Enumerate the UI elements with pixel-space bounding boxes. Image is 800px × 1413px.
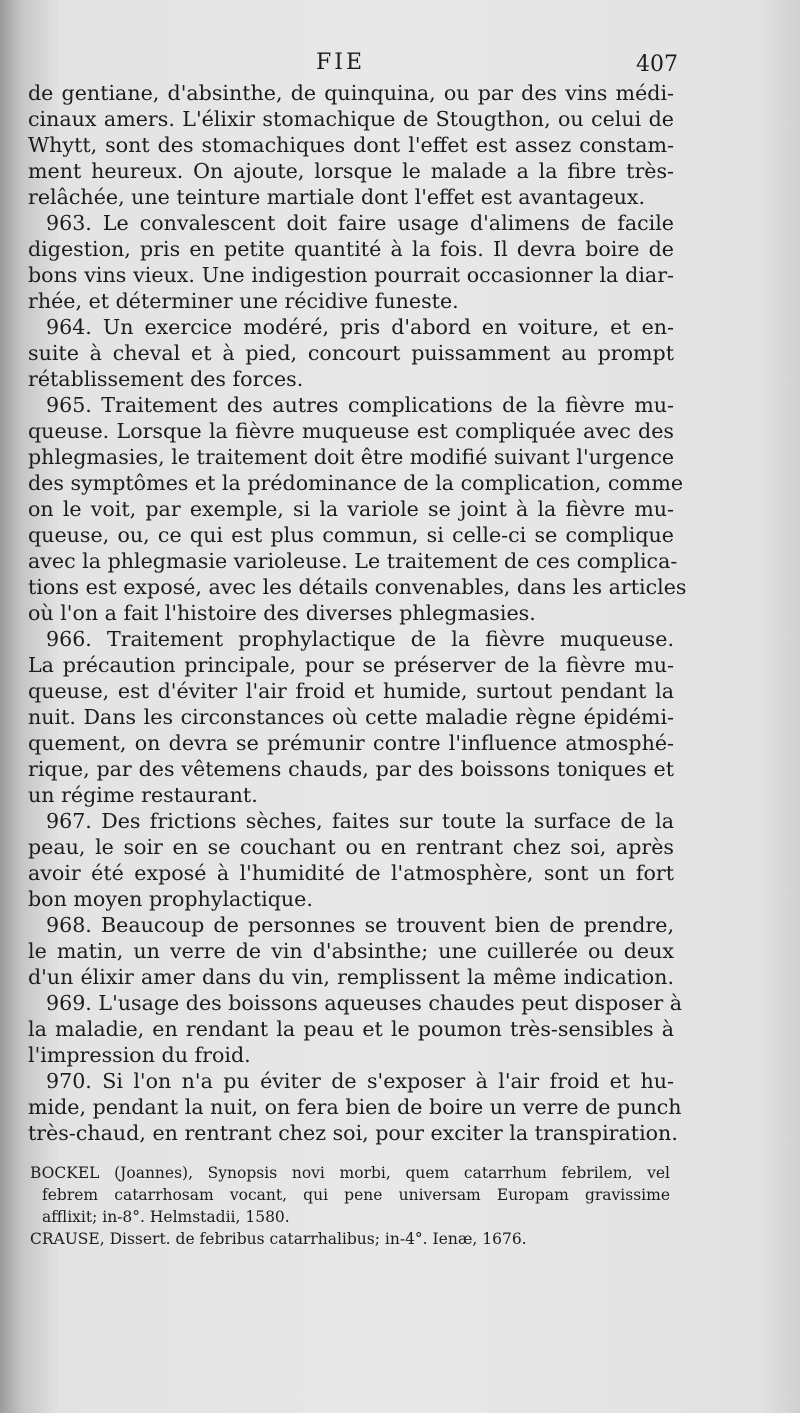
text-line: digestion, pris en petite quantité à la fois. Il devra boire de: [28, 237, 674, 261]
page-number: 407: [636, 52, 678, 77]
note-bockel-cont: febrem catarrhosam vocant, qui pene universam Europam gravissime: [42, 1186, 670, 1204]
text-line: tions est exposé, avec les détails convenables, dans les articles: [28, 575, 687, 599]
note-bockel: BOCKEL (Joannes), Synopsis novi morbi, quem catarrhum febrilem, vel: [30, 1164, 670, 1182]
text-line: cinaux amers. L'élixir stomachique de Stougthon, ou celui de: [28, 107, 674, 131]
paragraph-967-start: 967. Des frictions sèches, faites sur toute la surface de la: [46, 809, 674, 833]
text-line: avoir été exposé à l'humidité de l'atmosphère, sont un fort: [28, 861, 674, 885]
paragraph-969-start: 969. L'usage des boissons aqueuses chaudes peut disposer à: [46, 991, 682, 1015]
text-line: d'un élixir amer dans du vin, remplissent la même indication.: [28, 965, 674, 989]
paragraph-965-start: 965. Traitement des autres complications de la fièvre mu-: [46, 393, 674, 417]
paragraph-964-start: 964. Un exercice modéré, pris d'abord en voiture, et en-: [46, 315, 674, 339]
paragraph-963-start: 963. Le convalescent doit faire usage d'alimens de facile: [46, 211, 674, 235]
paragraph-966-start: 966. Traitement prophylactique de la fièvre muqueuse.: [46, 627, 674, 651]
note-crause: CRAUSE, Dissert. de febribus catarrhalibus; in-4°. Ienæ, 1676.: [30, 1230, 527, 1248]
running-title: FIE: [316, 50, 366, 75]
text-line: ment heureux. On ajoute, lorsque le malade a la fibre très-: [28, 159, 674, 183]
text-line: rétablissement des forces.: [28, 367, 304, 391]
text-line: queuse, ou, ce qui est plus commun, si celle-ci se complique: [28, 523, 674, 547]
text-line: peau, le soir en se couchant ou en rentrant chez soi, après: [28, 835, 674, 859]
text-line: queuse, est d'éviter l'air froid et humide, surtout pendant la: [28, 679, 674, 703]
text-line: nuit. Dans les circonstances où cette maladie règne épidémi-: [28, 705, 674, 729]
bibliography-notes: [30, 1162, 670, 1250]
note-bockel-cont: afflixit; in-8°. Helmstadii, 1580.: [42, 1208, 290, 1226]
text-line: très-chaud, en rentrant chez soi, pour exciter la transpiration.: [28, 1121, 678, 1145]
text-line: suite à cheval et à pied, concourt puissamment au prompt: [28, 341, 674, 365]
text-line: phlegmasies, le traitement doit être modifié suivant l'urgence: [28, 445, 675, 469]
text-line: queuse. Lorsque la fièvre muqueuse est compliquée avec des: [28, 419, 674, 443]
text-line: des symptômes et la prédominance de la complication, comme: [28, 471, 684, 495]
body-text: [28, 80, 687, 1146]
text-line: où l'on a fait l'histoire des diverses phlegmasies.: [28, 601, 536, 625]
text-line: quement, on devra se prémunir contre l'influence atmosphé-: [28, 731, 674, 755]
running-head: [0, 50, 800, 80]
text-line: on le voit, par exemple, si la variole se joint à la fièvre mu-: [28, 497, 674, 521]
text-line: avec la phlegmasie varioleuse. Le traitement de ces complica-: [28, 549, 678, 573]
text-line: la maladie, en rendant la peau et le poumon très-sensibles à: [28, 1017, 674, 1041]
text-line: l'impression du froid.: [28, 1043, 251, 1067]
text-line: rique, par des vêtemens chauds, par des boissons toniques et: [28, 757, 674, 781]
text-line: le matin, un verre de vin d'absinthe; une cuillerée ou deux: [28, 939, 674, 963]
text-line: rhée, et déterminer une récidive funeste.: [28, 289, 459, 313]
text-line: La précaution principale, pour se préserver de la fièvre mu-: [28, 653, 674, 677]
text-line: relâchée, une teinture martiale dont l'effet est avantageux.: [28, 185, 646, 209]
paragraph-968-start: 968. Beaucoup de personnes se trouvent bien de prendre,: [46, 913, 674, 937]
paragraph-970-start: 970. Si l'on n'a pu éviter de s'exposer à l'air froid et hu-: [46, 1069, 674, 1093]
text-line: Whytt, sont des stomachiques dont l'effet est assez constam-: [28, 133, 674, 157]
text-line: de gentiane, d'absinthe, de quinquina, ou par des vins médi-: [28, 81, 674, 105]
text-line: un régime restaurant.: [28, 783, 258, 807]
text-line: bons vins vieux. Une indigestion pourrait occasionner la diar-: [28, 263, 674, 287]
text-line: bon moyen prophylactique.: [28, 887, 313, 911]
text-line: mide, pendant la nuit, on fera bien de boire un verre de punch: [28, 1095, 682, 1119]
